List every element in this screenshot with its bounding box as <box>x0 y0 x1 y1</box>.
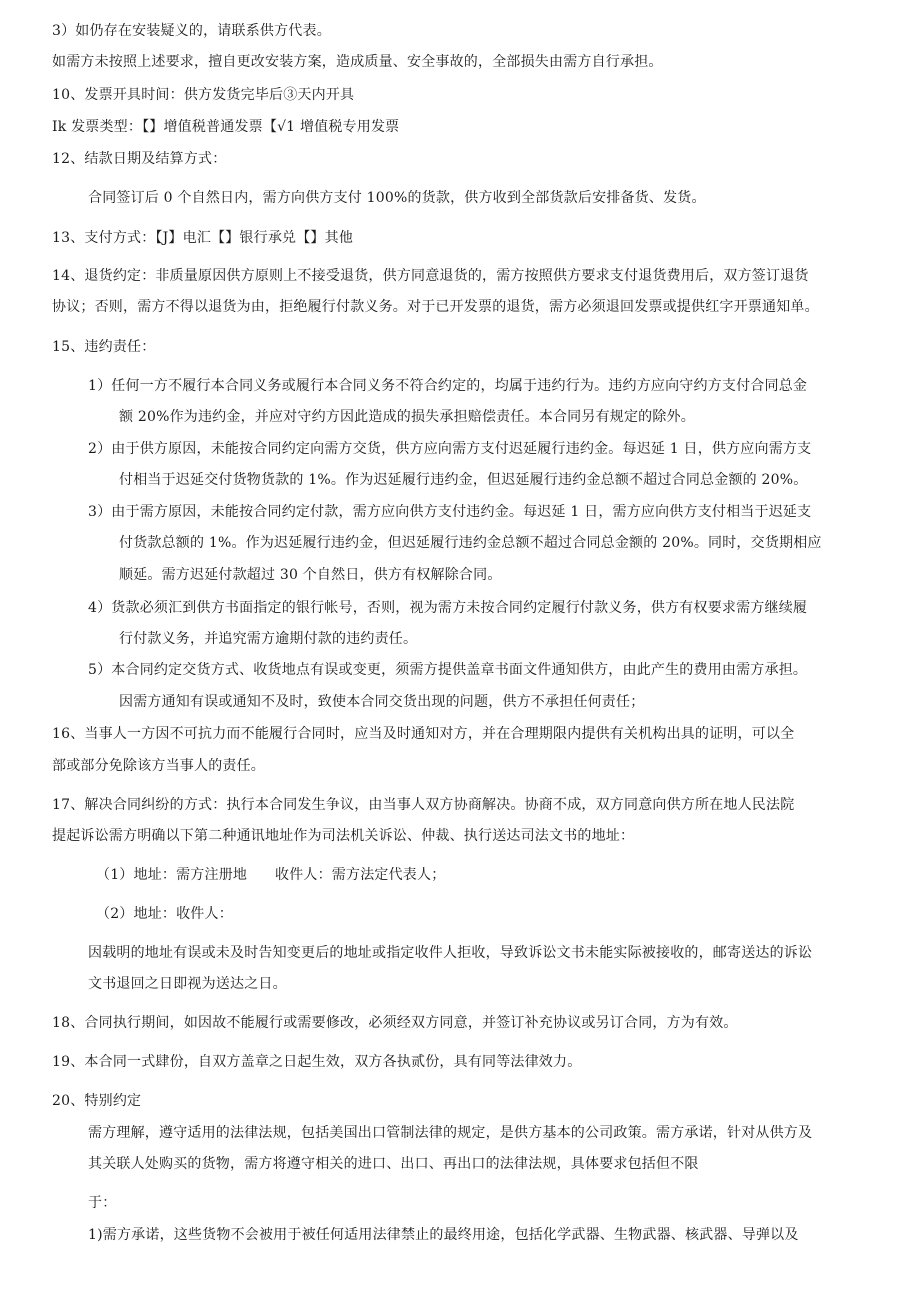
text-line: 3）由于需方原因，未能按合同约定付款，需方应向供方支付违约金。每迟延 1 日，需方应向供方支付相当于迟延支 <box>88 504 812 520</box>
text-line: 提起诉讼需方明确以下第二种通讯地址作为司法机关诉讼、仲裁、执行送达司法文书的地址： <box>52 828 635 844</box>
text-line: 3）如仍存在安装疑义的，请联系供方代表。 <box>52 23 331 39</box>
text-line: 因需方通知有误或通知不及时，致使本合同交货出现的问题，供方不承担任何责任； <box>119 694 645 710</box>
text-line: 20、特别约定 <box>52 1093 142 1109</box>
text-line: 行付款义务，并追究需方逾期付款的违约责任。 <box>119 631 418 647</box>
text-line: 10、发票开具时间：供方发货完毕后③天内开具 <box>52 87 355 103</box>
text-line: （2）地址：收件人： <box>96 906 233 922</box>
text-line: 16、当事人一方因不可抗力而不能履行合同时，应当及时通知对方，并在合理期限内提供有关机构出具的证明，可以全 <box>52 726 795 742</box>
text-line: 需方理解，遵守适用的法律法规，包括美国出口管制法律的规定，是供方基本的公司政策。需方承诺，针对从供方及 <box>88 1125 813 1141</box>
text-line: 19、本合同一式肆份，自双方盖章之日起生效，双方各执贰份，具有同等法律效力。 <box>52 1054 582 1070</box>
text-line: 18、合同执行期间，如因故不能履行或需要修改，必须经双方同意，并签订补充协议或另订合同，方为有效。 <box>52 1015 738 1031</box>
text-line: 因载明的地址有误或未及时告知变更后的地址或指定收件人拒收，导致诉讼文书未能实际被接收的，邮寄送达的诉讼 <box>88 945 813 961</box>
text-line: 其关联人处购买的货物，需方将遵守相关的进口、出口、再出口的法律法规，具体要求包括但不限 <box>88 1156 699 1172</box>
text-line: 付货款总额的 1%。作为迟延履行违约金，但迟延履行违约金总额不超过合同总金额的 20%。同时，交货期相应 <box>119 535 822 551</box>
text-line: 于： <box>88 1195 117 1211</box>
text-line: 13、支付方式：【J】电汇【】银行承兑【】其他 <box>52 230 354 246</box>
text-line: 17、解决合同纠纷的方式：执行本合同发生争议，由当事人双方协商解决。协商不成，双方同意向供方所在地人民法院 <box>52 797 795 813</box>
text-line: 1）任何一方不履行本合同义务或履行本合同义务不符合约定的，均属于违约行为。违约方应向守约方支付合同总金 <box>88 378 808 394</box>
text-line: Ik 发票类型：【】增值税普通发票【√1 增值税专用发票 <box>52 119 400 135</box>
text-line: 2）由于供方原因，未能按合同约定向需方交货，供方应向需方支付迟延履行违约金。每迟延 1 日，供方应向需方支 <box>88 441 812 457</box>
text-line: 14、退货约定：非质量原因供方原则上不接受退货，供方同意退货的，需方按照供方要求支付退货费用后，双方签订退货 <box>52 268 809 284</box>
text-line: 部或部分免除该方当事人的责任。 <box>52 758 265 774</box>
text-line: 4）货款必须汇到供方书面指定的银行帐号，否则，视为需方未按合同约定履行付款义务，供方有权要求需方继续履 <box>88 600 808 616</box>
text-line: 12、结款日期及结算方式： <box>52 151 227 167</box>
text-line: 15、违约责任： <box>52 339 156 355</box>
text-line: 文书退回之日即视为送达之日。 <box>88 976 287 992</box>
text-line: 如需方未按照上述要求，擅自更改安装方案，造成质量、安全事故的，全部损失由需方自行承担。 <box>52 54 663 70</box>
text-line: 顺延。需方迟延付款超过 30 个自然日，供方有权解除合同。 <box>119 567 502 583</box>
text-line: 1)需方承诺，这些货物不会被用于被任何适用法律禁止的最终用途，包括化学武器、生物武器、核武器、导弹以及 <box>88 1227 799 1243</box>
text-line: （1）地址：需方注册地 收件人：需方法定代表人； <box>96 867 446 883</box>
text-line: 合同签订后 0 个自然日内，需方向供方支付 100%的货款，供方收到全部货款后安排备货、发货。 <box>88 190 706 206</box>
text-line: 付相当于迟延交付货物货款的 1%。作为迟延履行违约金，但迟延履行违约金总额不超过合同总金额的 20%。 <box>119 472 808 488</box>
text-line: 5）本合同约定交货方式、收货地点有误或变更，须需方提供盖章书面文件通知供方，由此产生的费用由需方承担。 <box>88 662 808 678</box>
text-line: 协议；否则，需方不得以退货为由，拒绝履行付款义务。对于已开发票的退货，需方必须退回发票或提供红字开票通知单。 <box>52 299 819 315</box>
text-line: 额 20%作为违约金，并应对守约方因此造成的损失承担赔偿责任。本合同另有规定的除外。 <box>119 409 695 425</box>
